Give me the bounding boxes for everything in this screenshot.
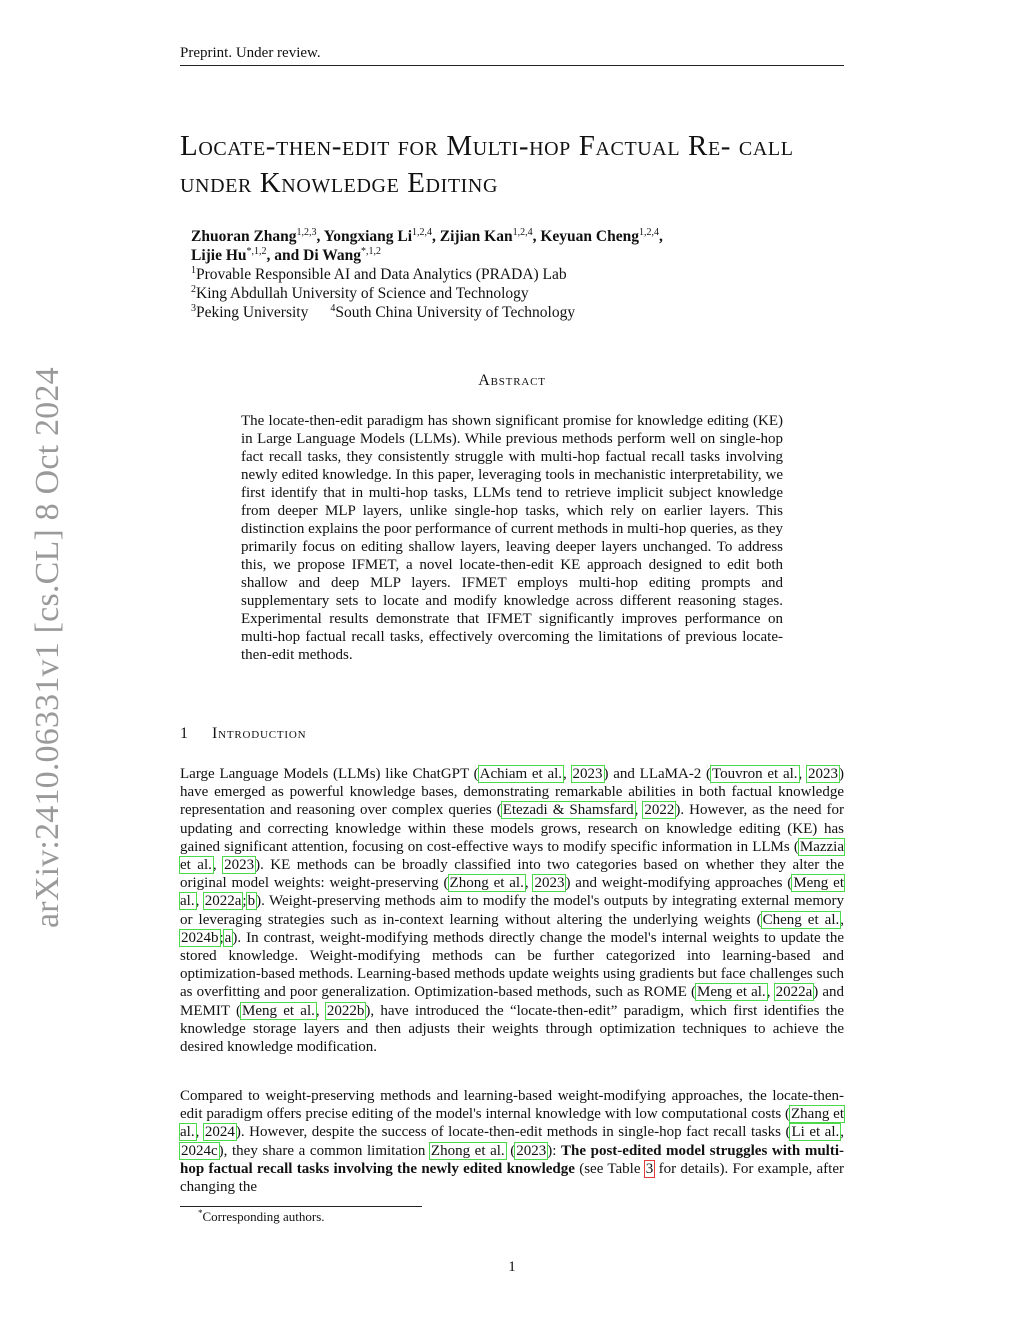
author-superscript: 1,2,4: [412, 227, 433, 238]
citation-link[interactable]: Meng et al.: [180, 875, 844, 910]
body-text: (see Table: [574, 1160, 645, 1177]
citation-link[interactable]: Achiam et al.: [479, 766, 563, 782]
body-text: ,: [766, 984, 775, 1001]
body-text: ,: [195, 1124, 204, 1141]
body-text: ;: [219, 929, 224, 946]
affiliation-text: King Abdullah University of Science and Technology: [196, 285, 529, 302]
body-text: ,: [524, 875, 534, 892]
footnote-mark: *: [198, 1208, 203, 1218]
body-text: ). However, despite the success of locate-then-edit methods in single-hop fact recall tasks (: [235, 1124, 791, 1141]
author-name: Di Wang: [303, 247, 362, 264]
affiliation-mark: 4: [330, 303, 336, 314]
body-text: ,: [634, 802, 644, 819]
section-title: Introduction: [212, 725, 307, 742]
citation-link[interactable]: 2024c: [181, 1142, 218, 1159]
citation-link[interactable]: 2023: [516, 1142, 547, 1159]
body-text: Large Language Models (LLMs) like ChatGPT (: [180, 766, 479, 782]
citation-link[interactable]: 2022: [644, 802, 675, 819]
body-text: ,: [798, 766, 808, 782]
citation-link[interactable]: Etezadi & Shamsfard: [502, 802, 634, 819]
author-superscript: 1,2,4: [512, 227, 533, 238]
author-name: Zhuoran Zhang: [191, 228, 297, 245]
citation-link[interactable]: 2023: [224, 857, 255, 874]
body-text: ):: [547, 1142, 562, 1159]
author-name: Keyuan Cheng: [540, 228, 639, 245]
citation-link[interactable]: 2024b: [181, 929, 219, 946]
section-number: 1: [180, 725, 189, 742]
citation-link[interactable]: 2022b: [326, 1002, 365, 1019]
footnote-rule: [180, 1206, 422, 1207]
header-rule: [180, 65, 844, 66]
affiliation-mark: 2: [191, 284, 196, 295]
body-text: ) and LLaMA-2 (: [603, 766, 712, 782]
author-names: Zhuoran Zhang$^{1,2,3}$, Yongxiang Li$^{1,2,4}$, Zijian Kan$^{1,2,4}$, Keyuan Cheng$^{1,2,4}$, Lijie $Hu^{*,1,2}$, and Di Wang$^{*,1,2}$: [191, 227, 663, 264]
affiliation-mark: 1: [191, 265, 196, 276]
body-text: ,: [840, 911, 844, 928]
author-superscript: 1,2,3: [296, 227, 317, 238]
abstract-heading: Abstract: [478, 372, 546, 389]
intro-paragraph-2: [180, 1087, 844, 1196]
body-text: ), have introduced the “locate-then-edit” paradigm, which first identifies the knowledge storage layers and then adjusts their weights through optimization techniques to achieve the desired knowledge modification.: [180, 1002, 844, 1056]
body-text: ). KE methods can be broadly classified into two categories based on whether they alter the original model weights: weight-preserving (: [180, 857, 844, 892]
author-name: Lijie Hu: [191, 247, 247, 264]
citation-link[interactable]: Zhong et al.: [449, 875, 524, 892]
author-conjunction: and: [274, 247, 300, 264]
intro-paragraph-1: [180, 765, 844, 1056]
affiliation: [191, 303, 811, 322]
author-superscript: *,1,2: [361, 246, 382, 257]
citation-link[interactable]: 2023: [808, 766, 839, 782]
citation-link[interactable]: a: [224, 929, 232, 946]
author-block: [191, 227, 811, 322]
paper-title: Locate-then-edit for Multi-hop Factual Re- call under Knowledge Editing: [180, 130, 794, 199]
author-superscript: 1,2,4: [638, 227, 659, 238]
citation-link[interactable]: b: [247, 893, 256, 910]
citation-link[interactable]: Touvron et al.: [712, 766, 798, 782]
body-text: ,: [195, 893, 204, 910]
arxiv-identifier-stamp: arXiv:2410.06331v1 [cs.CL] 8 Oct 2024: [29, 367, 66, 928]
page-number: 1: [508, 1259, 516, 1275]
body-text: ). Weight-preserving methods aim to modify the model's outputs by integrating external memory or leveraging strategies such as in-context learning without altering the underlying weights (: [180, 893, 844, 928]
citation-link[interactable]: 2022a: [204, 893, 242, 910]
body-text: (: [505, 1142, 516, 1159]
body-text: ;: [242, 893, 247, 910]
body-text: for details). For example, after changing the: [180, 1160, 844, 1196]
citation-link[interactable]: Meng et al.: [697, 984, 766, 1001]
citation-link[interactable]: Mazzia et al.: [180, 838, 844, 874]
section-heading-introduction: [180, 724, 844, 744]
body-text: ) and MEMIT (: [180, 984, 845, 1019]
affiliation: [191, 265, 811, 284]
citation-link[interactable]: Li et al.: [791, 1124, 840, 1141]
emphasized-claim: The post-edited model struggles with multi-hop factual recall tasks involving the newly edited knowledge: [180, 1142, 844, 1177]
body-text: ,: [315, 1002, 326, 1019]
body-text: ,: [212, 857, 224, 874]
affiliation-mark: 3: [191, 303, 196, 314]
body-text: ). In contrast, weight-modifying methods directly change the model's internal weights to update the stored knowledge. Weight-modifying methods can be further categorized into learning-based and optimization-based methods. Learning-based methods update weights using gradients but face challenges such as overfitting and poor generalization. Optimization-based methods, such as ROME (: [180, 929, 844, 1001]
citation-link[interactable]: Meng et al.: [241, 1002, 315, 1019]
body-text: Compared to weight-preserving methods and learning-based weight-modifying approaches, the locate-then-edit paradigm offers precise editing of the model's internal knowledge with low computational costs (: [180, 1088, 844, 1123]
affiliation-text: Provable Responsible AI and Data Analytics (PRADA) Lab: [196, 266, 567, 283]
body-text: ,: [563, 766, 572, 782]
body-text: ) have emerged as powerful knowledge bases, demonstrating remarkable abilities in both factual knowledge representation and reasoning over complex queries (: [180, 766, 845, 819]
running-header: Preprint. Under review.: [180, 45, 321, 61]
affiliation: [191, 284, 811, 303]
citation-link[interactable]: Zhong et al.: [430, 1142, 505, 1159]
citation-link[interactable]: 2022a: [775, 984, 813, 1001]
citation-link[interactable]: 2023: [572, 766, 603, 782]
author-name: Yongxiang Li: [323, 228, 413, 245]
author-name: Zijian Kan: [439, 228, 513, 245]
citation-link[interactable]: 2024: [204, 1124, 235, 1141]
footnote: [198, 1209, 698, 1225]
affiliation-text: South China University of Technology: [335, 304, 576, 321]
table-reference-link[interactable]: 3: [645, 1160, 654, 1177]
body-text: ), they share a common limitation: [218, 1142, 430, 1159]
citation-link[interactable]: Cheng et al.: [762, 911, 840, 928]
body-text: ,: [840, 1124, 845, 1141]
citation-link[interactable]: Zhang et al.: [180, 1106, 844, 1141]
footnote-text: Corresponding authors.: [202, 1209, 325, 1224]
author-superscript: *,1,2: [246, 246, 267, 257]
body-text: ) and weight-modifying approaches (: [565, 875, 793, 892]
body-text: ). However, as the need for updating and correcting knowledge within these models grows, research on knowledge editing (KE) has gained significant attention, focusing on cost-effective ways to modify specific information in LLMs (: [180, 802, 844, 855]
citation-link[interactable]: 2023: [534, 875, 565, 892]
abstract-text: The locate-then-edit paradigm has shown significant promise for knowledge editing (KE) in Large Language Models (LLMs). While previous methods perform well on single-hop fact recall tasks, they consistently struggle with multi-hop factual recall tasks involving newly edited knowledge. In this paper, leveraging tools in mechanistic interpretability, we first identify that in multi-hop tasks, LLMs tend to retrieve implicit subject knowledge from deeper MLP layers, unlike single-hop tasks, which rely on earlier layers. This distinction explains the poor performance of current methods in multi-hop queries, as they primarily focus on editing shallow layers, leaving deeper layers unchanged. To address this, we propose IFMET, a novel locate-then-edit KE approach designed to edit both shallow and deep MLP layers. IFMET employs multi-hop editing prompts and supplementary sets to locate and modify knowledge across different reasoning stages. Experimental results demonstrate that IFMET significantly improves performance on multi-hop factual recall tasks, effectively overcoming the limitations of previous locate-then-edit methods.: [241, 413, 783, 663]
affiliation-text: Peking University: [196, 304, 309, 321]
